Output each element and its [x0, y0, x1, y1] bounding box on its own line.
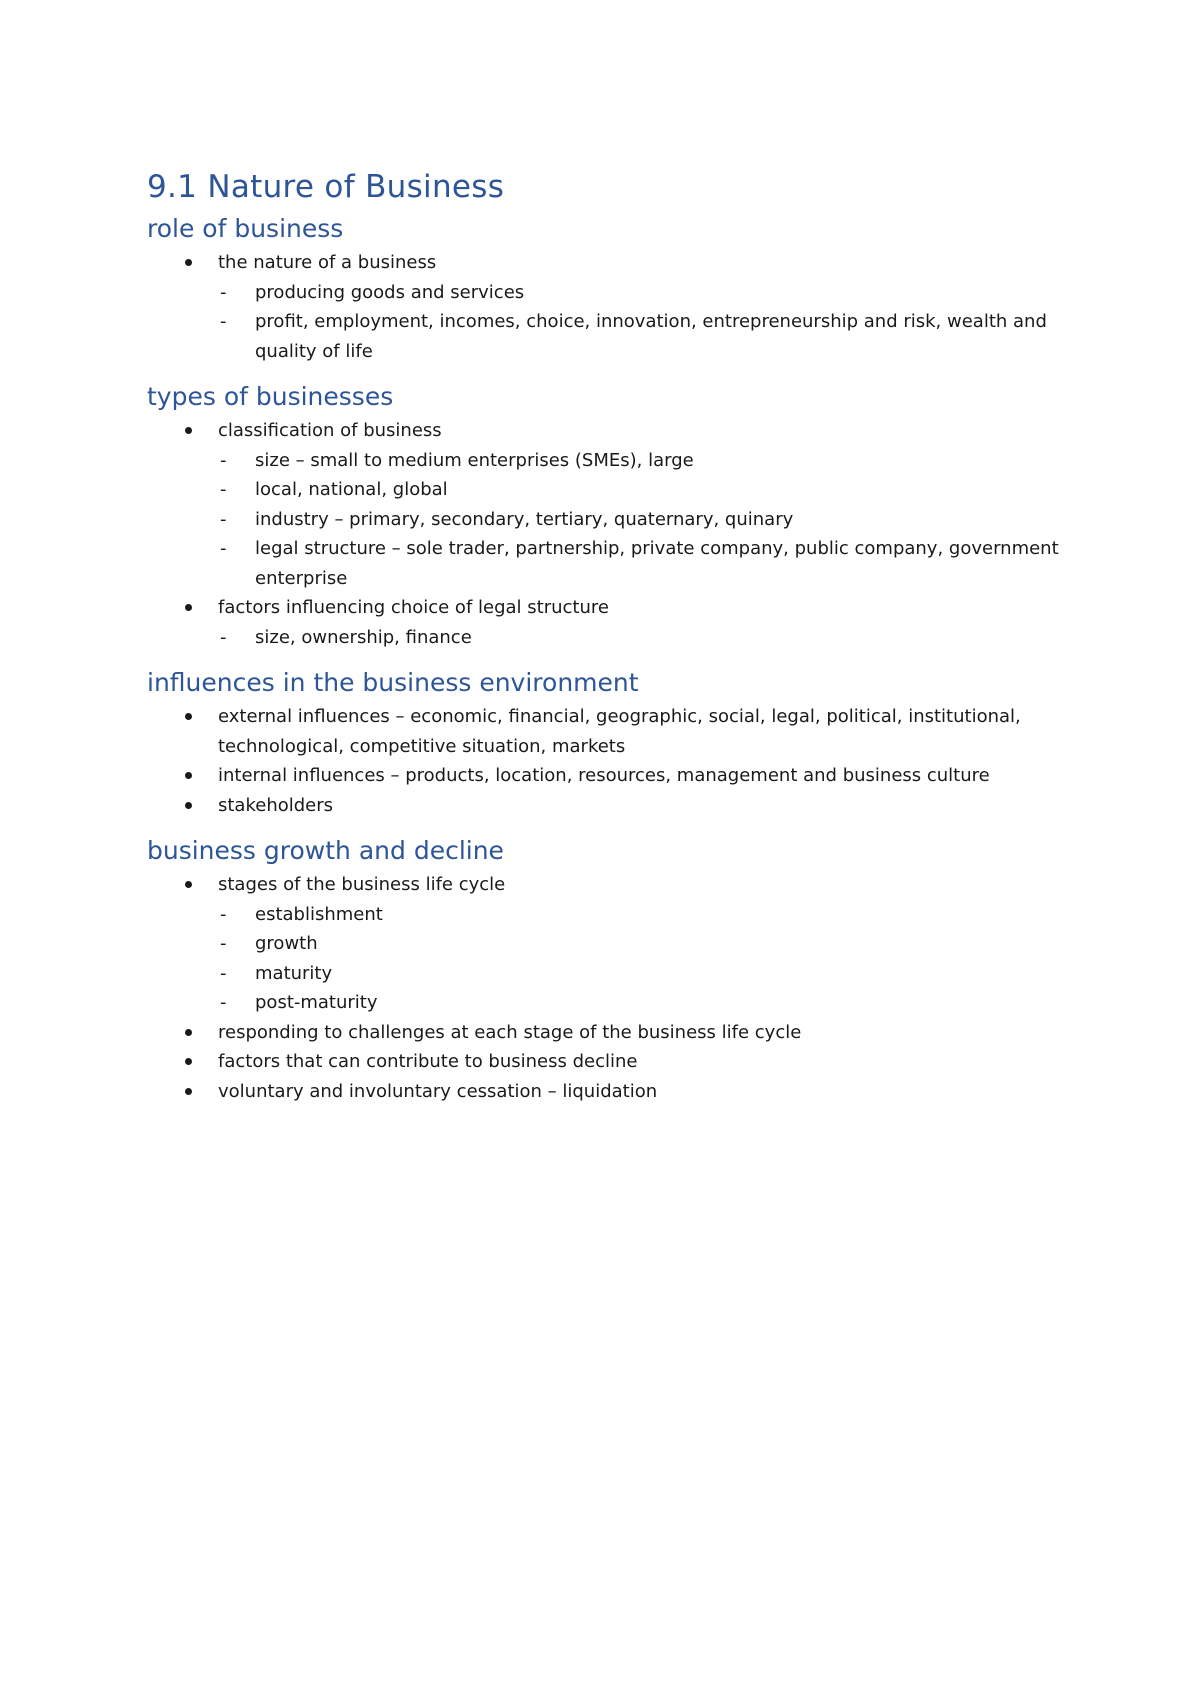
section [147, 666, 1077, 820]
bullet-list [147, 248, 1077, 366]
sub-item-text: size – small to medium enterprises (SMEs), large [255, 449, 694, 471]
bullet-icon [185, 604, 192, 611]
sub-item-text: industry – primary, secondary, tertiary, quaternary, quinary [255, 508, 794, 530]
bullet-text: factors influencing choice of legal structure [218, 597, 609, 618]
bullet-icon [185, 802, 192, 809]
bullet-text: internal influences – products, location, resources, management and business culture [218, 765, 990, 786]
bullet-list [147, 702, 1077, 820]
sub-item-text: size, ownership, finance [255, 626, 472, 648]
sub-list [218, 446, 1077, 594]
bullet-item [147, 1018, 1077, 1048]
bullet-list [147, 416, 1077, 652]
section [147, 834, 1077, 1106]
sub-item [218, 475, 1077, 505]
sub-list [218, 900, 1077, 1018]
bullet-item [147, 593, 1077, 652]
bullet-text: stakeholders [218, 794, 334, 816]
sub-item-text: profit, employment, incomes, choice, innovation, entrepreneurship and risk, wealth and quality of life [255, 311, 1047, 362]
sub-item-text: maturity [255, 962, 333, 984]
sub-item [218, 623, 1077, 653]
dash-icon: - [220, 281, 227, 303]
dash-icon: - [220, 626, 227, 648]
bullet-item [147, 761, 1077, 791]
dash-icon: - [220, 962, 227, 984]
bullet-item [147, 248, 1077, 366]
bullet-text: responding to challenges at each stage of the business life cycle [218, 1021, 802, 1043]
section [147, 212, 1077, 366]
bullet-text: the nature of a business [218, 252, 437, 273]
sub-item [218, 988, 1077, 1018]
sub-item [218, 307, 1077, 366]
bullet-icon [185, 259, 192, 266]
bullet-icon [185, 1088, 192, 1095]
bullet-item [147, 1077, 1077, 1107]
dash-icon: - [220, 479, 227, 500]
dash-icon: - [220, 992, 227, 1013]
bullet-text: voluntary and involuntary cessation – liquidation [218, 1080, 658, 1102]
dash-icon: - [220, 449, 227, 471]
sub-item [218, 446, 1077, 476]
bullet-icon [185, 427, 192, 434]
bullet-icon [185, 772, 192, 779]
section-heading: types of businesses [147, 382, 394, 411]
bullet-text: external influences – economic, financial, geographic, social, legal, political, institutional, technological, competitive situation, markets [218, 706, 1021, 757]
bullet-list [147, 870, 1077, 1106]
section [147, 380, 1077, 652]
sub-item [218, 534, 1077, 593]
bullet-icon [185, 1058, 192, 1065]
bullet-item [147, 870, 1077, 1018]
bullet-item [147, 416, 1077, 593]
bullet-icon [185, 713, 192, 720]
dash-icon: - [220, 508, 227, 530]
dash-icon: - [220, 311, 227, 332]
sub-item-text: growth [255, 933, 318, 954]
bullet-text: stages of the business life cycle [218, 874, 506, 895]
section-heading: influences in the business environment [147, 668, 639, 697]
sub-item [218, 278, 1077, 308]
dash-icon: - [220, 538, 227, 559]
sub-item [218, 959, 1077, 989]
bullet-icon [185, 1029, 192, 1036]
sub-list [218, 278, 1077, 367]
bullet-text: factors that can contribute to business decline [218, 1051, 638, 1072]
section-heading: role of business [147, 214, 344, 243]
document-title: 9.1 Nature of Business [147, 169, 505, 205]
sub-item-text: legal structure – sole trader, partnership, private company, public company, government enterprise [255, 538, 1059, 589]
sections-container [147, 212, 1077, 1106]
dash-icon: - [220, 933, 227, 954]
bullet-item [147, 702, 1077, 761]
document-page [147, 168, 1077, 1106]
section-heading: business growth and decline [147, 836, 504, 865]
sub-item-text: establishment [255, 903, 383, 925]
sub-item [218, 900, 1077, 930]
sub-item-text: producing goods and services [255, 281, 525, 303]
sub-list [218, 623, 1077, 653]
bullet-item [147, 791, 1077, 821]
dash-icon: - [220, 903, 227, 925]
sub-item-text: post-maturity [255, 992, 378, 1013]
bullet-icon [185, 881, 192, 888]
sub-item [218, 929, 1077, 959]
sub-item [218, 505, 1077, 535]
bullet-item [147, 1047, 1077, 1077]
bullet-text: classification of business [218, 420, 442, 441]
sub-item-text: local, national, global [255, 479, 448, 500]
